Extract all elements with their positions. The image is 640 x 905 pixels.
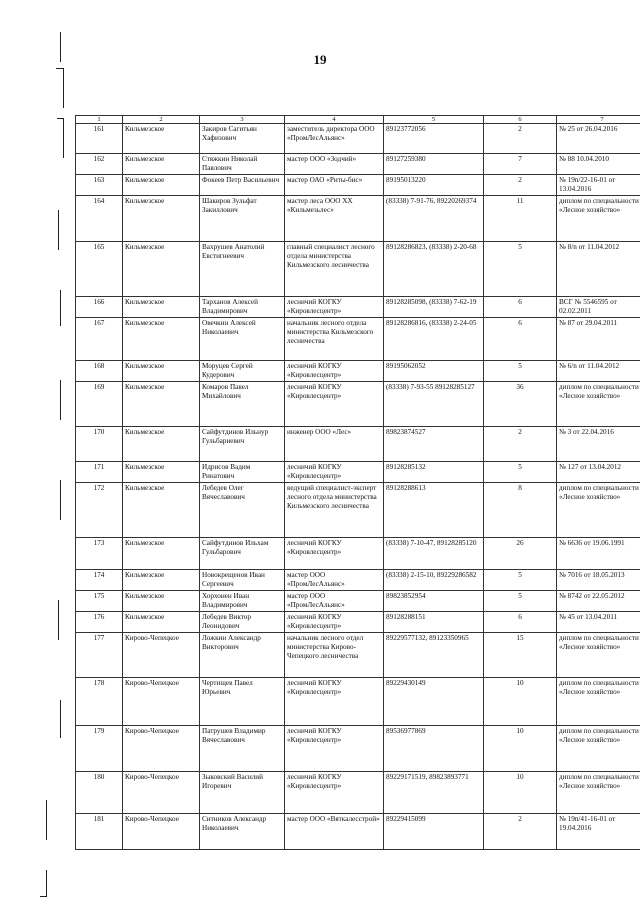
column-header: 4 [285, 116, 384, 124]
forestry-district: Кирово-Чепецкое [123, 633, 200, 678]
row-number: 169 [76, 382, 123, 427]
phone-number: 89229430149 [384, 678, 484, 726]
phone-number: 89229577132, 89123350965 [384, 633, 484, 678]
phone-number: 89128288613 [384, 483, 484, 538]
experience-years: 10 [484, 726, 557, 772]
experience-years: 2 [484, 124, 557, 154]
job-position: лесничий КОГКУ «Кировлесцентр» [285, 772, 384, 814]
job-position: мастер ООО «ПромЛесАльянс» [285, 570, 384, 591]
table-row [76, 612, 640, 633]
scan-edge-mark [60, 700, 61, 738]
phone-number: 89536977869 [384, 726, 484, 772]
experience-years: 2 [484, 175, 557, 196]
job-position: мастер ОАО «Риты-бис» [285, 175, 384, 196]
job-position: лесничий КОГКУ «Кировлесцентр» [285, 361, 384, 382]
person-name: Зыковский Василий Игоревич [200, 772, 285, 814]
person-name: Шакиров Зульфат Закиллович [200, 196, 285, 242]
job-position: лесничий КОГКУ «Кировлесцентр» [285, 538, 384, 570]
document-info: № 127 от 13.04.2012 [557, 462, 640, 483]
scan-edge-mark [60, 380, 61, 420]
row-number: 179 [76, 726, 123, 772]
person-name: Моруцев Сергей Кудерович [200, 361, 285, 382]
job-position: ведущий специалист-эксперт лесного отдела министерства Кильмезского лесничества [285, 483, 384, 538]
phone-number: 89128286816, (83338) 2-24-05 [384, 318, 484, 361]
phone-number: (83338) 7-91-76, 89220269374 [384, 196, 484, 242]
job-position: инженер ООО «Лес» [285, 427, 384, 462]
forestry-district: Кирово-Чепецкое [123, 726, 200, 772]
scan-edge-mark [60, 480, 61, 520]
table-row [76, 538, 640, 570]
column-header: 1 [76, 116, 123, 124]
person-name: Овечкин Алексей Николаевич [200, 318, 285, 361]
forestry-district: Кильмезское [123, 154, 200, 175]
person-name: Сайфутдинов Ильнур Гульбариевич [200, 427, 285, 462]
page-number: 19 [313, 52, 327, 67]
phone-number: 89823874527 [384, 427, 484, 462]
document-info: № 6636 от 19.06.1991 [557, 538, 640, 570]
document-info: ВСГ № 5546595 от 02.02.2011 [557, 297, 640, 318]
person-name: Идрисов Вадим Ринатович [200, 462, 285, 483]
job-position: лесничий КОГКУ «Кировлесцентр» [285, 726, 384, 772]
job-position: заместитель директора ООО «ПромЛесАльянс» [285, 124, 384, 154]
phone-number: 89195062052 [384, 361, 484, 382]
phone-number: (83338) 7-10-47, 89128285120 [384, 538, 484, 570]
table-row [76, 678, 640, 726]
person-name: Тарханов Алексей Владимирович [200, 297, 285, 318]
experience-years: 6 [484, 297, 557, 318]
phone-number: 89229415099 [384, 814, 484, 850]
document-info: диплом по специальности «Лесное хозяйство» [557, 772, 640, 814]
forestry-district: Кильмезское [123, 318, 200, 361]
experience-years: 6 [484, 612, 557, 633]
table-row [76, 196, 640, 242]
document-info: № 19n/41-16-01 от 19.04.2016 [557, 814, 640, 850]
forestry-district: Кильмезское [123, 483, 200, 538]
job-position: мастер леса ООО ХХ «Кильмезьлес» [285, 196, 384, 242]
forestry-district: Кирово-Чепецкое [123, 772, 200, 814]
job-position: лесничий КОГКУ «Кировлесцентр» [285, 612, 384, 633]
experience-years: 6 [484, 318, 557, 361]
phone-number: 89128285098, (83338) 7-62-19 [384, 297, 484, 318]
row-number: 171 [76, 462, 123, 483]
table-row [76, 361, 640, 382]
document-info: диплом по специальности «Лесное хозяйство» [557, 483, 640, 538]
document-info: № 7016 от 18.05.2013 [557, 570, 640, 591]
person-name: Вахрушев Анатолий Евстигнеевич [200, 242, 285, 297]
experience-years: 10 [484, 678, 557, 726]
experience-years: 5 [484, 591, 557, 612]
forestry-district: Кильмезское [123, 175, 200, 196]
scan-edge-mark [58, 210, 59, 250]
table-row [76, 772, 640, 814]
forestry-district: Кильмезское [123, 591, 200, 612]
row-number: 181 [76, 814, 123, 850]
row-number: 167 [76, 318, 123, 361]
document-info: № 8742 от 22.05.2012 [557, 591, 640, 612]
forestry-district: Кильмезское [123, 427, 200, 462]
person-name: Ложкин Александр Викторович [200, 633, 285, 678]
scan-edge-mark [60, 290, 61, 326]
job-position: лесничий КОГКУ «Кировлесцентр» [285, 382, 384, 427]
person-name: Лебедев Олег Вячеславович [200, 483, 285, 538]
person-name: Комаров Павел Михайлович [200, 382, 285, 427]
experience-years: 5 [484, 570, 557, 591]
forestry-district: Кильмезское [123, 361, 200, 382]
table-row [76, 591, 640, 612]
job-position: начальник лесного отдела министерства Кильмезского лесничества [285, 318, 384, 361]
scan-edge-mark [63, 118, 64, 158]
row-number: 172 [76, 483, 123, 538]
document-info: диплом по специальности «Лесное хозяйство» [557, 382, 640, 427]
row-number: 174 [76, 570, 123, 591]
person-name: Ситников Александр Николаевич [200, 814, 285, 850]
table-row [76, 318, 640, 361]
forestry-district: Кирово-Чепецкое [123, 814, 200, 850]
job-position: мастер ООО «ПромЛесАльянс» [285, 591, 384, 612]
document-info: диплом по специальности «Лесное хозяйство» [557, 633, 640, 678]
forestry-district: Кильмезское [123, 612, 200, 633]
row-number: 168 [76, 361, 123, 382]
document-info: № 87 от 29.04.2011 [557, 318, 640, 361]
document-info: № 45 от 13.04.2011 [557, 612, 640, 633]
scan-edge-mark [63, 68, 64, 108]
person-name: Стяжкин Николай Павлович [200, 154, 285, 175]
scan-edge-mark [40, 896, 47, 897]
scan-edge-mark [46, 800, 47, 840]
table-row [76, 382, 640, 427]
column-header: 7 [557, 116, 640, 124]
row-number: 161 [76, 124, 123, 154]
table-row [76, 427, 640, 462]
row-number: 162 [76, 154, 123, 175]
experience-years: 11 [484, 196, 557, 242]
document-info: № 3 от 22.04.2016 [557, 427, 640, 462]
document-info: № 88 10.04.2010 [557, 154, 640, 175]
forestry-district: Кильмезское [123, 570, 200, 591]
phone-number: 89123772056 [384, 124, 484, 154]
table-row [76, 175, 640, 196]
experience-years: 5 [484, 361, 557, 382]
forestry-district: Кильмезское [123, 297, 200, 318]
job-position: лесничий КОГКУ «Кировлесцентр» [285, 462, 384, 483]
row-number: 175 [76, 591, 123, 612]
scan-edge-mark [58, 600, 59, 640]
column-number-row [76, 116, 640, 124]
person-name: Фокеев Петр Васильевич [200, 175, 285, 196]
forestry-district: Кильмезское [123, 196, 200, 242]
job-position: лесничий КОГКУ «Кировлесцентр» [285, 678, 384, 726]
forestry-district: Кильмезское [123, 124, 200, 154]
experience-years: 36 [484, 382, 557, 427]
row-number: 178 [76, 678, 123, 726]
phone-number: 89195013220 [384, 175, 484, 196]
job-position: мастер ООО «Зодчий» [285, 154, 384, 175]
experience-years: 7 [484, 154, 557, 175]
column-header: 3 [200, 116, 285, 124]
table-row [76, 814, 640, 850]
table-row [76, 124, 640, 154]
row-number: 173 [76, 538, 123, 570]
phone-number: 89127259380 [384, 154, 484, 175]
experience-years: 8 [484, 483, 557, 538]
document-info: диплом по специальности «Лесное хозяйство» [557, 678, 640, 726]
registry-table [75, 115, 640, 850]
document-info: № 8/n от 11.04.2012 [557, 242, 640, 297]
experience-years: 10 [484, 772, 557, 814]
row-number: 166 [76, 297, 123, 318]
column-header: 2 [123, 116, 200, 124]
person-name: Закиров Сагитьян Хафизович [200, 124, 285, 154]
person-name: Чертищев Павел Юрьевич [200, 678, 285, 726]
row-number: 165 [76, 242, 123, 297]
table-row [76, 483, 640, 538]
table-row [76, 633, 640, 678]
forestry-district: Кильмезское [123, 462, 200, 483]
phone-number: (83338) 7-93-55 89128285127 [384, 382, 484, 427]
phone-number: 89128288151 [384, 612, 484, 633]
job-position: лесничий КОГКУ «Кировлесцентр» [285, 297, 384, 318]
column-header: 6 [484, 116, 557, 124]
table-row [76, 726, 640, 772]
experience-years: 5 [484, 242, 557, 297]
job-position: начальник лесного отдел министерства Кирово-Чепецкого лесничества [285, 633, 384, 678]
person-name: Новокрещенов Иван Сергеевич [200, 570, 285, 591]
document-info: № 25 от 26.04.2016 [557, 124, 640, 154]
document-info: диплом по специальности «Лесное хозяйство» [557, 196, 640, 242]
job-position: главный специалист лесного отдела министерства Кильмезского лесничества [285, 242, 384, 297]
experience-years: 5 [484, 462, 557, 483]
table-row [76, 462, 640, 483]
phone-number: 89823852954 [384, 591, 484, 612]
scan-edge-mark [60, 32, 61, 62]
phone-number: 89128285132 [384, 462, 484, 483]
phone-number: 89229171519, 89823893771 [384, 772, 484, 814]
row-number: 164 [76, 196, 123, 242]
document-info: № 6/n от 11.04.2012 [557, 361, 640, 382]
forestry-district: Кильмезское [123, 538, 200, 570]
experience-years: 2 [484, 427, 557, 462]
table-row [76, 297, 640, 318]
job-position: мастер ООО «Вяткалесстрой» [285, 814, 384, 850]
row-number: 163 [76, 175, 123, 196]
row-number: 180 [76, 772, 123, 814]
scan-edge-mark [46, 870, 47, 896]
experience-years: 15 [484, 633, 557, 678]
row-number: 170 [76, 427, 123, 462]
document-info: № 19n/22-16-01 от 13.04.2016 [557, 175, 640, 196]
experience-years: 26 [484, 538, 557, 570]
person-name: Патрушев Владимир Вячеславович [200, 726, 285, 772]
table-row [76, 242, 640, 297]
experience-years: 2 [484, 814, 557, 850]
phone-number: (83338) 2-15-10, 89229286582 [384, 570, 484, 591]
phone-number: 89128286823, (83338) 2-20-68 [384, 242, 484, 297]
document-info: диплом по специальности «Лесное хозяйство» [557, 726, 640, 772]
forestry-district: Кильмезское [123, 242, 200, 297]
table-row [76, 570, 640, 591]
person-name: Лебедев Виктор Леонидович [200, 612, 285, 633]
table-row [76, 154, 640, 175]
forestry-district: Кильмезское [123, 382, 200, 427]
row-number: 177 [76, 633, 123, 678]
person-name: Хорхонен Иван Владимирович [200, 591, 285, 612]
row-number: 176 [76, 612, 123, 633]
forestry-district: Кирово-Чепецкое [123, 678, 200, 726]
column-header: 5 [384, 116, 484, 124]
person-name: Сайфутдинов Ильхам Гульбарович [200, 538, 285, 570]
